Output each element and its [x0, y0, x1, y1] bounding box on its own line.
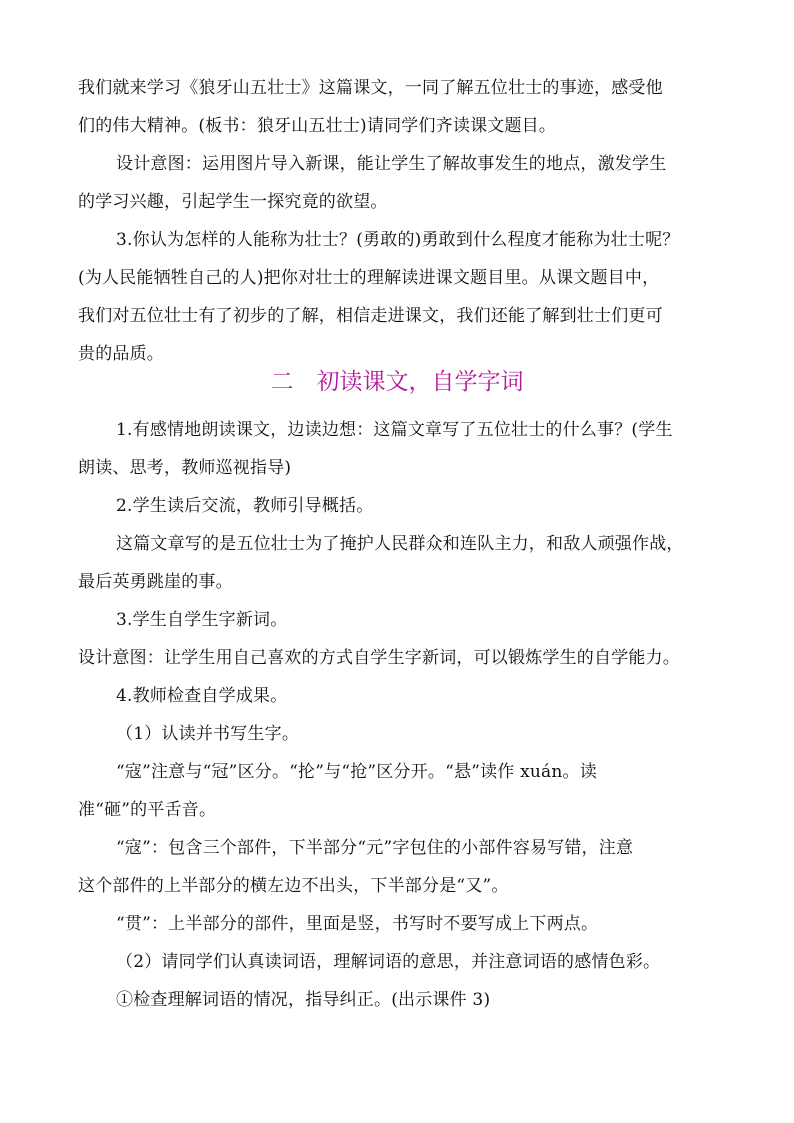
paragraph-line: 准“砸”的平舌音。 — [78, 800, 217, 820]
paragraph-line: “寇”：包含三个部件，下半部分“元”字包住的小部件容易写错，注意 — [116, 838, 634, 858]
paragraph-line: 贵的品质。 — [78, 344, 164, 364]
paragraph-line: 1.有感情地朗读课文，边读边想：这篇文章写了五位壮士的什么事？(学生 — [116, 420, 673, 440]
section-heading: 二 初读课文，自学字词 — [270, 369, 524, 395]
paragraph-line: 2.学生读后交流，教师引导概括。 — [116, 496, 374, 516]
paragraph-line: 我们就来学习《狼牙山五壮士》这篇课文，一同了解五位壮士的事迹，感受他 — [78, 78, 663, 98]
paragraph-line: (为人民能牺牲自己的人)把你对壮士的理解读进课文题目里。从课文题目中， — [78, 268, 660, 288]
paragraph-line: 们的伟大精神。(板书：狼牙山五壮士)请同学们齐读课文题目。 — [78, 116, 557, 136]
paragraph-line: 的学习兴趣，引起学生一探究竟的欲望。 — [78, 192, 388, 212]
paragraph-line: 我们对五位壮士有了初步的了解，相信走进课文，我们还能了解到壮士们更可 — [78, 306, 663, 326]
paragraph-line: 朗读、思考，教师巡视指导) — [78, 458, 292, 478]
paragraph-line: 3.学生自学生字新词。 — [116, 610, 288, 630]
paragraph-line: “贯”：上半部分的部件，里面是竖，书写时不要写成上下两点。 — [116, 914, 599, 934]
paragraph-line: 3.你认为怎样的人能称为壮士？(勇敢的)勇敢到什么程度才能称为壮士呢？ — [116, 230, 680, 250]
paragraph-line: （1）认读并书写生字。 — [116, 724, 300, 744]
paragraph-line: 这个部件的上半部分的横左边不出头，下半部分是“又”。 — [78, 876, 509, 896]
paragraph-line: 这篇文章写的是五位壮士为了掩护人民群众和连队主力，和敌人顽强作战， — [116, 534, 684, 554]
paragraph-line: “寇”注意与“冠”区分。“抡”与“抢”区分开。“悬”读作 xuán。读 — [116, 762, 597, 782]
paragraph-line: 设计意图：让学生用自己喜欢的方式自学生字新词，可以锻炼学生的自学能力。 — [78, 648, 680, 668]
paragraph-line: 最后英勇跳崖的事。 — [78, 572, 233, 592]
paragraph-line: （2）请同学们认真读词语，理解词语的意思，并注意词语的感情色彩。 — [116, 952, 661, 972]
paragraph-line: 4.教师检查自学成果。 — [116, 686, 288, 706]
paragraph-line: 设计意图：运用图片导入新课，能让学生了解故事发生的地点，激发学生 — [116, 154, 667, 174]
paragraph-line: ①检查理解词语的情况，指导纠正。(出示课件 3) — [116, 990, 491, 1010]
